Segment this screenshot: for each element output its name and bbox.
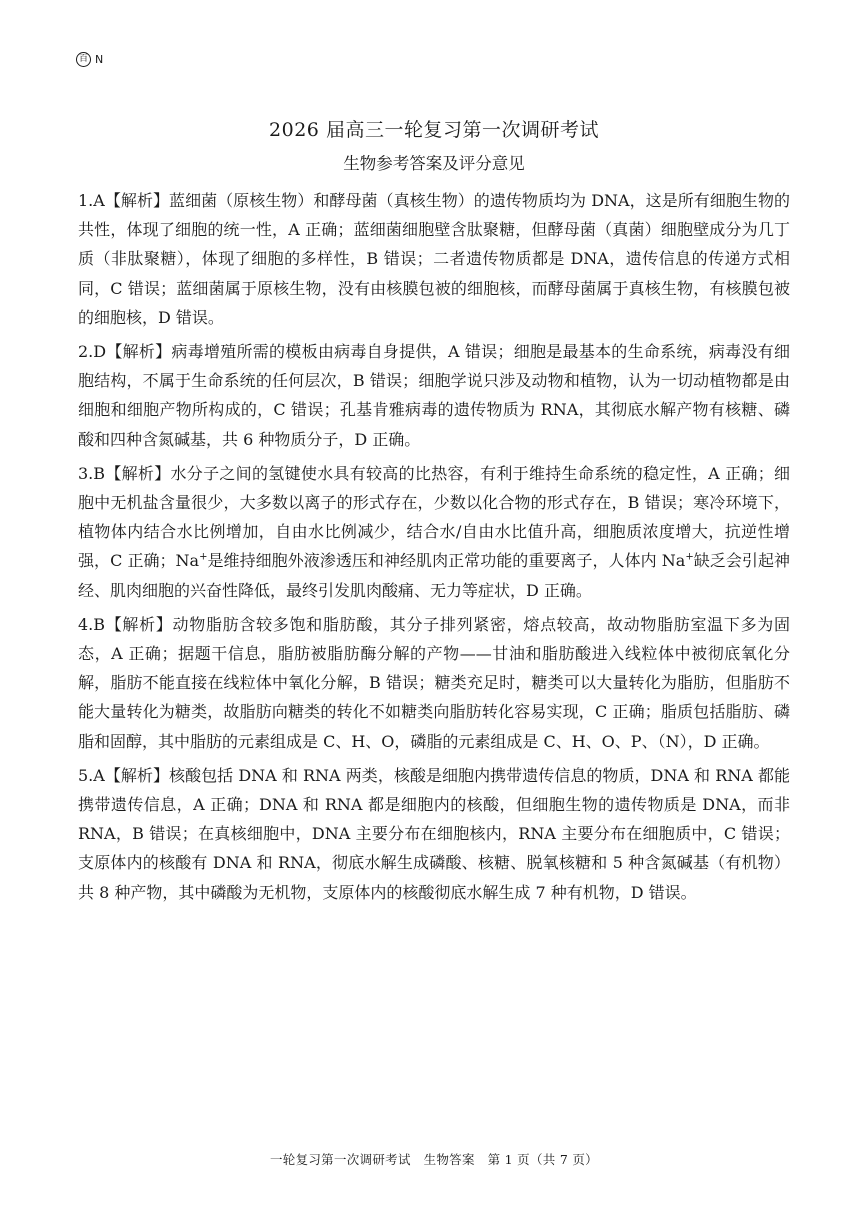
ion-charge-superscript: +	[199, 552, 208, 564]
answer-list	[78, 186, 790, 912]
answer-item-1: 1.A【解析】蓝细菌（原核生物）和酵母菌（真核生物）的遗传物质均为 DNA，这是所有细胞生物的共性，体现了细胞的统一性，A 正确；蓝细菌细胞壁含肽聚糖，但酵母菌（真菌）细胞壁成分为几丁质（非肽聚糖），体现了细胞的多样性，B 错误；二者遗传物质都是 DNA，遗传信息的传递方式相同，C 错误；蓝细菌属于原核生物，没有由核膜包被的细胞核，而酵母菌属于真核生物，有核膜包被的细胞核，D 错误。	[78, 191, 790, 327]
exam-subtitle: 生物参考答案及评分意见	[343, 154, 525, 173]
corner-logo-mark	[76, 52, 103, 67]
answer-3-part-c: 缺乏会引起神经、肌肉细胞的兴奋性降低，最终引发肌肉酸痛、无力等症状，D 正确。	[78, 551, 790, 600]
logo-letter: N	[95, 53, 104, 66]
answer-item-2: 2.D【解析】病毒增殖所需的模板由病毒自身提供，A 错误；细胞是最基本的生命系统，病毒没有细胞结构，不属于生命系统的任何层次，B 错误；细胞学说只涉及动物和植物，认为一切动植物都是由细胞和细胞产物所构成的，C 错误；孔基肯雅病毒的遗传物质为 RNA，其彻底水解产物有核糖、磷酸和四种含氮碱基，共 6 种物质分子，D 正确。	[78, 342, 790, 449]
circle-logo-icon: 百	[76, 52, 91, 67]
ion-charge-superscript: +	[685, 552, 694, 564]
answer-item-4: 4.B【解析】动物脂肪含较多饱和脂肪酸，其分子排列紧密，熔点较高，故动物脂肪室温下多为固态，A 正确；据题干信息，脂肪被脂肪酶分解的产物——甘油和脂肪酸进入线粒体中被彻底氧化分解，脂肪不能直接在线粒体中氧化分解，B 错误；糖类充足时，糖类可以大量转化为脂肪，但脂肪不能大量转化为糖类，故脂肪向糖类的转化不如糖类向脂肪转化容易实现，C 正确；脂质包括脂肪、磷脂和固醇，其中脂肪的元素组成是 C、H、O，磷脂的元素组成是 C、H、O、P、（N），D 正确。	[78, 614, 790, 751]
page-footer: 一轮复习第一次调研考试 生物答案 第 1 页（共 7 页）	[269, 1152, 598, 1167]
answer-3-part-a: 3.B【解析】水分子之间的氢键使水具有较高的比热容，有利于维持生命系统的稳定性，A 正确；细胞中无机盐含量很少，大多数以离子的形式存在，少数以化合物的形式存在，B 错误；寒冷环境下，植物体内结合水比例增加，自由水比例减少，结合水/自由水比值升高，细胞质浓度增大，抗逆性增强，C 正确；Na	[78, 463, 790, 571]
answer-3-part-b: 是维持细胞外液渗透压和神经肌肉正常功能的重要离子，人体内 Na	[207, 551, 686, 571]
answer-item-3	[78, 459, 790, 605]
exam-title: 2026 届高三一轮复习第一次调研考试	[269, 119, 599, 141]
answer-item-5: 5.A【解析】核酸包括 DNA 和 RNA 两类，核酸是细胞内携带遗传信息的物质，DNA 和 RNA 都能携带遗传信息，A 正确；DNA 和 RNA 都是细胞内的核酸，但细胞生物的遗传物质是 DNA，而非 RNA，B 错误；在真核细胞中，DNA 主要分布在细胞核内，RNA 主要分布在细胞质中，C 错误；支原体内的核酸有 DNA 和 RNA，彻底水解生成磷酸、核糖、脱氧核糖和 5 种含氮碱基（有机物）共 8 种产物，其中磷酸为无机物，支原体内的核酸彻底水解生成 7 种有机物，D 错误。	[78, 765, 790, 902]
